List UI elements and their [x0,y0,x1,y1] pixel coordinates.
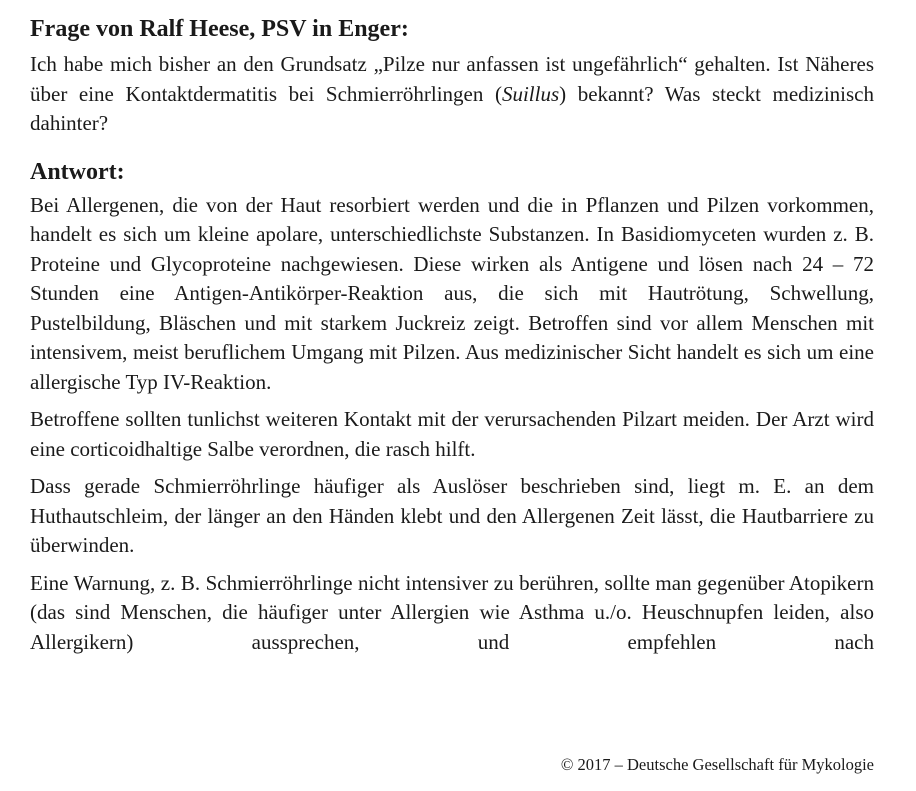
answer-paragraph-4: Eine Warnung, z. B. Schmierröhrlinge nicht intensiver zu berühren, sollte man gegenüber Atopikern (das sind Menschen, die häufiger unter Allergien wie Asthma u./o. Heuschnupfen leiden, also Allergikern) aussprechen, und empfehlen nach [30,570,874,654]
answer-heading: Antwort: [30,158,125,185]
question-text-end: ) bekannt? Was steckt medizinisch dahinter? [30,81,874,135]
question-text-start: Ich habe mich bisher an den Grundsatz „Pilze nur anfassen ist ungefährlich“ gehalten. Ist Näheres über eine Kontaktdermatitis bei Schmierröhrlingen ( [30,52,874,106]
copyright-footer: © 2017 – Deutsche Gesellschaft für Mykologie [560,755,874,774]
question-genus-name: Suillus [501,81,560,106]
question-heading-colon: : [400,16,409,42]
question-heading [30,14,874,44]
question-heading-title: Frage von Ralf Heese, PSV in Enger [30,16,401,42]
question-text [30,50,874,139]
document-page [30,14,874,665]
answer-paragraph-1: Bei Allergenen, die von der Haut resorbiert werden und die in Pflanzen und Pilzen vorkommen, handelt es sich um kleine apolare, unterschiedlichste Substanzen. In Basidiomyceten wurden z. B. Proteine und Glycoproteine nachgewiesen. Diese wirken als Antigene und lösen nach 24 – 72 Stunden eine Antigen-Antikörper-Reaktion aus, die sich mit Hautrötung, Schwellung, Pustelbildung, Bläschen und mit starkem Juckreiz zeigt. Betroffen sind vor allem Menschen mit intensivem, meist beruflichem Umgang mit Pilzen. Aus medizinischer Sicht handelt es sich um eine allergische Typ IV-Reaktion. [30,192,874,394]
answer-paragraph-2: Betroffene sollten tunlichst weiteren Kontakt mit der verursachenden Pilzart meiden. Der Arzt wird eine corticoidhaltige Salbe verordnen, die rasch hilft. [30,407,874,461]
answer-paragraph-3: Dass gerade Schmierröhrlinge häufiger als Auslöser beschrieben sind, liegt m. E. an dem Huthautschleim, der länger an den Händen klebt und den Allergenen Zeit lässt, die Hautbarriere zu überwinden. [30,474,874,557]
